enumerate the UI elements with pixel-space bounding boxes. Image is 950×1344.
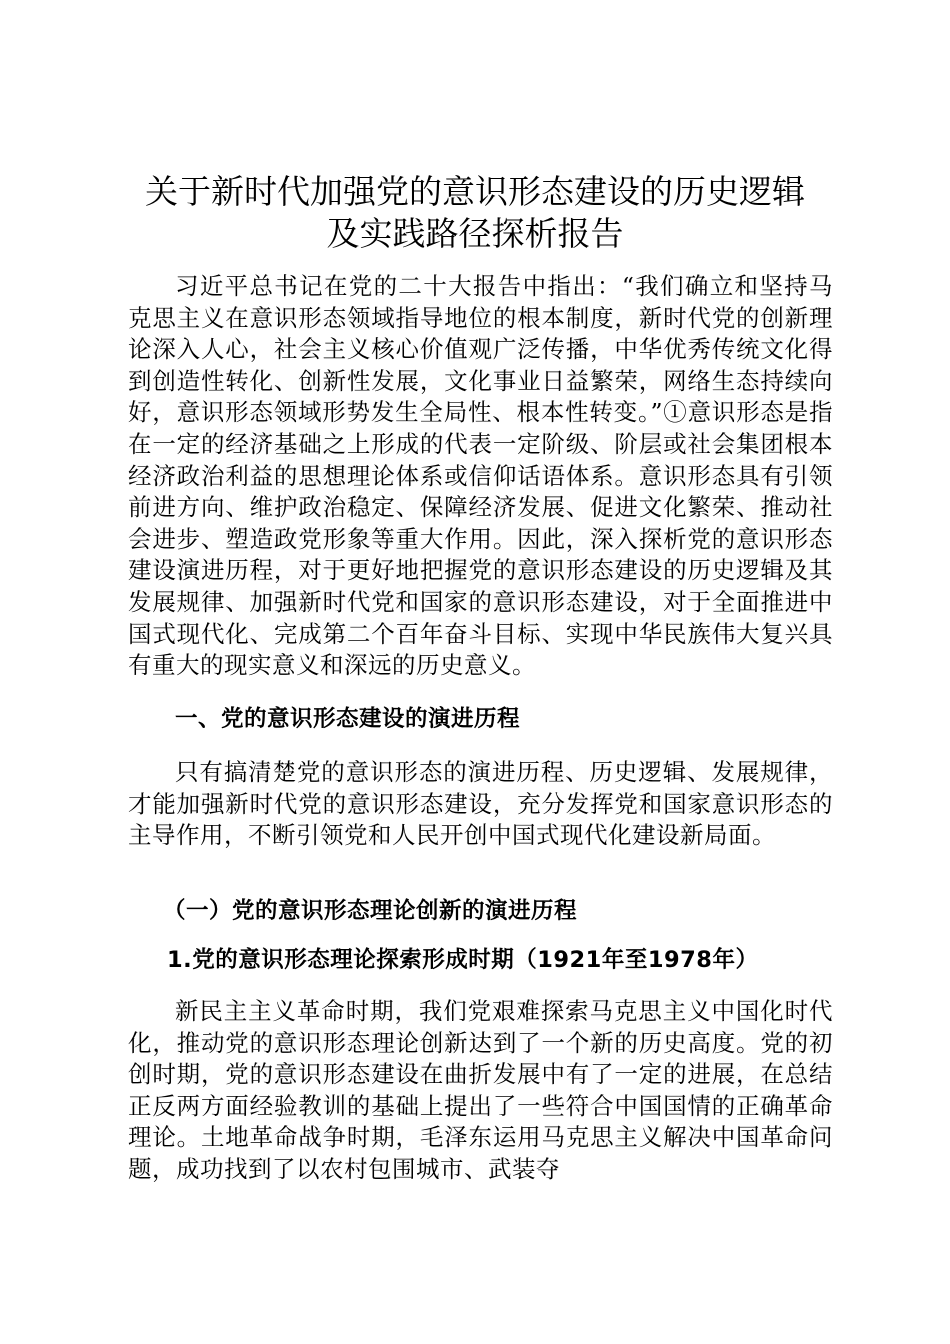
- document-title-line-2: 及实践路径探析报告: [326, 214, 624, 253]
- sub-subsection-heading: 1.党的意识形态理论探索形成时期（1921年至1978年）: [167, 947, 759, 973]
- document-title-line-1: 关于新时代加强党的意识形态建设的历史逻辑: [145, 172, 805, 211]
- intro-paragraph: 习近平总书记在党的二十大报告中指出：“我们确立和坚持马克思主义在意识形态领域指导地位的根本制度，新时代党的创新理论深入人心，社会主义核心价值观广泛传播，中华优秀传统文化得到创造性转化、创新性发展，文化事业日益繁荣，网络生态持续向好，意识形态领域形势发生全局性、根本性转变。”①意识形态是指在一定的经济基础之上形成的代表一定阶级、阶层或社会集团根本经济政治利益的思想理论体系或信仰话语体系。意识形态具有引领前进方向、维护政治稳定、保障经济发展、促进文化繁荣、推动社会进步、塑造政党形象等重大作用。因此，深入探析党的意识形态建设演进历程，对于更好地把握党的意识形态建设的历史逻辑及其发展规律、加强新时代党和国家的意识形态建设，对于全面推进中国式现代化、完成第二个百年奋斗目标、实现中华民族伟大复兴具有重大的现实意义和深远的历史意义。: [128, 272, 833, 680]
- section-1-paragraph: 只有搞清楚党的意识形态的演进历程、历史逻辑、发展规律，才能加强新时代党的意识形态建设，充分发挥党和国家意识形态的主导作用，不断引领党和人民开创中国式现代化建设新局面。: [128, 758, 833, 850]
- sub-subsection-paragraph: 新民主主义革命时期，我们党艰难探索马克思主义中国化时代化，推动党的意识形态理论创新达到了一个新的历史高度。党的初创时期，党的意识形态建设在曲折发展中有了一定的进展，在总结正反两方面经验教训的基础上提出了一些符合中国国情的正确革命理论。土地革命战争时期，毛泽东运用马克思主义解决中国革命问题，成功找到了以农村包围城市、武装夺: [128, 997, 833, 1183]
- section-heading-1: 一、党的意识形态建设的演进历程: [175, 706, 521, 732]
- subsection-heading: （一）党的意识形态理论创新的演进历程: [163, 898, 578, 924]
